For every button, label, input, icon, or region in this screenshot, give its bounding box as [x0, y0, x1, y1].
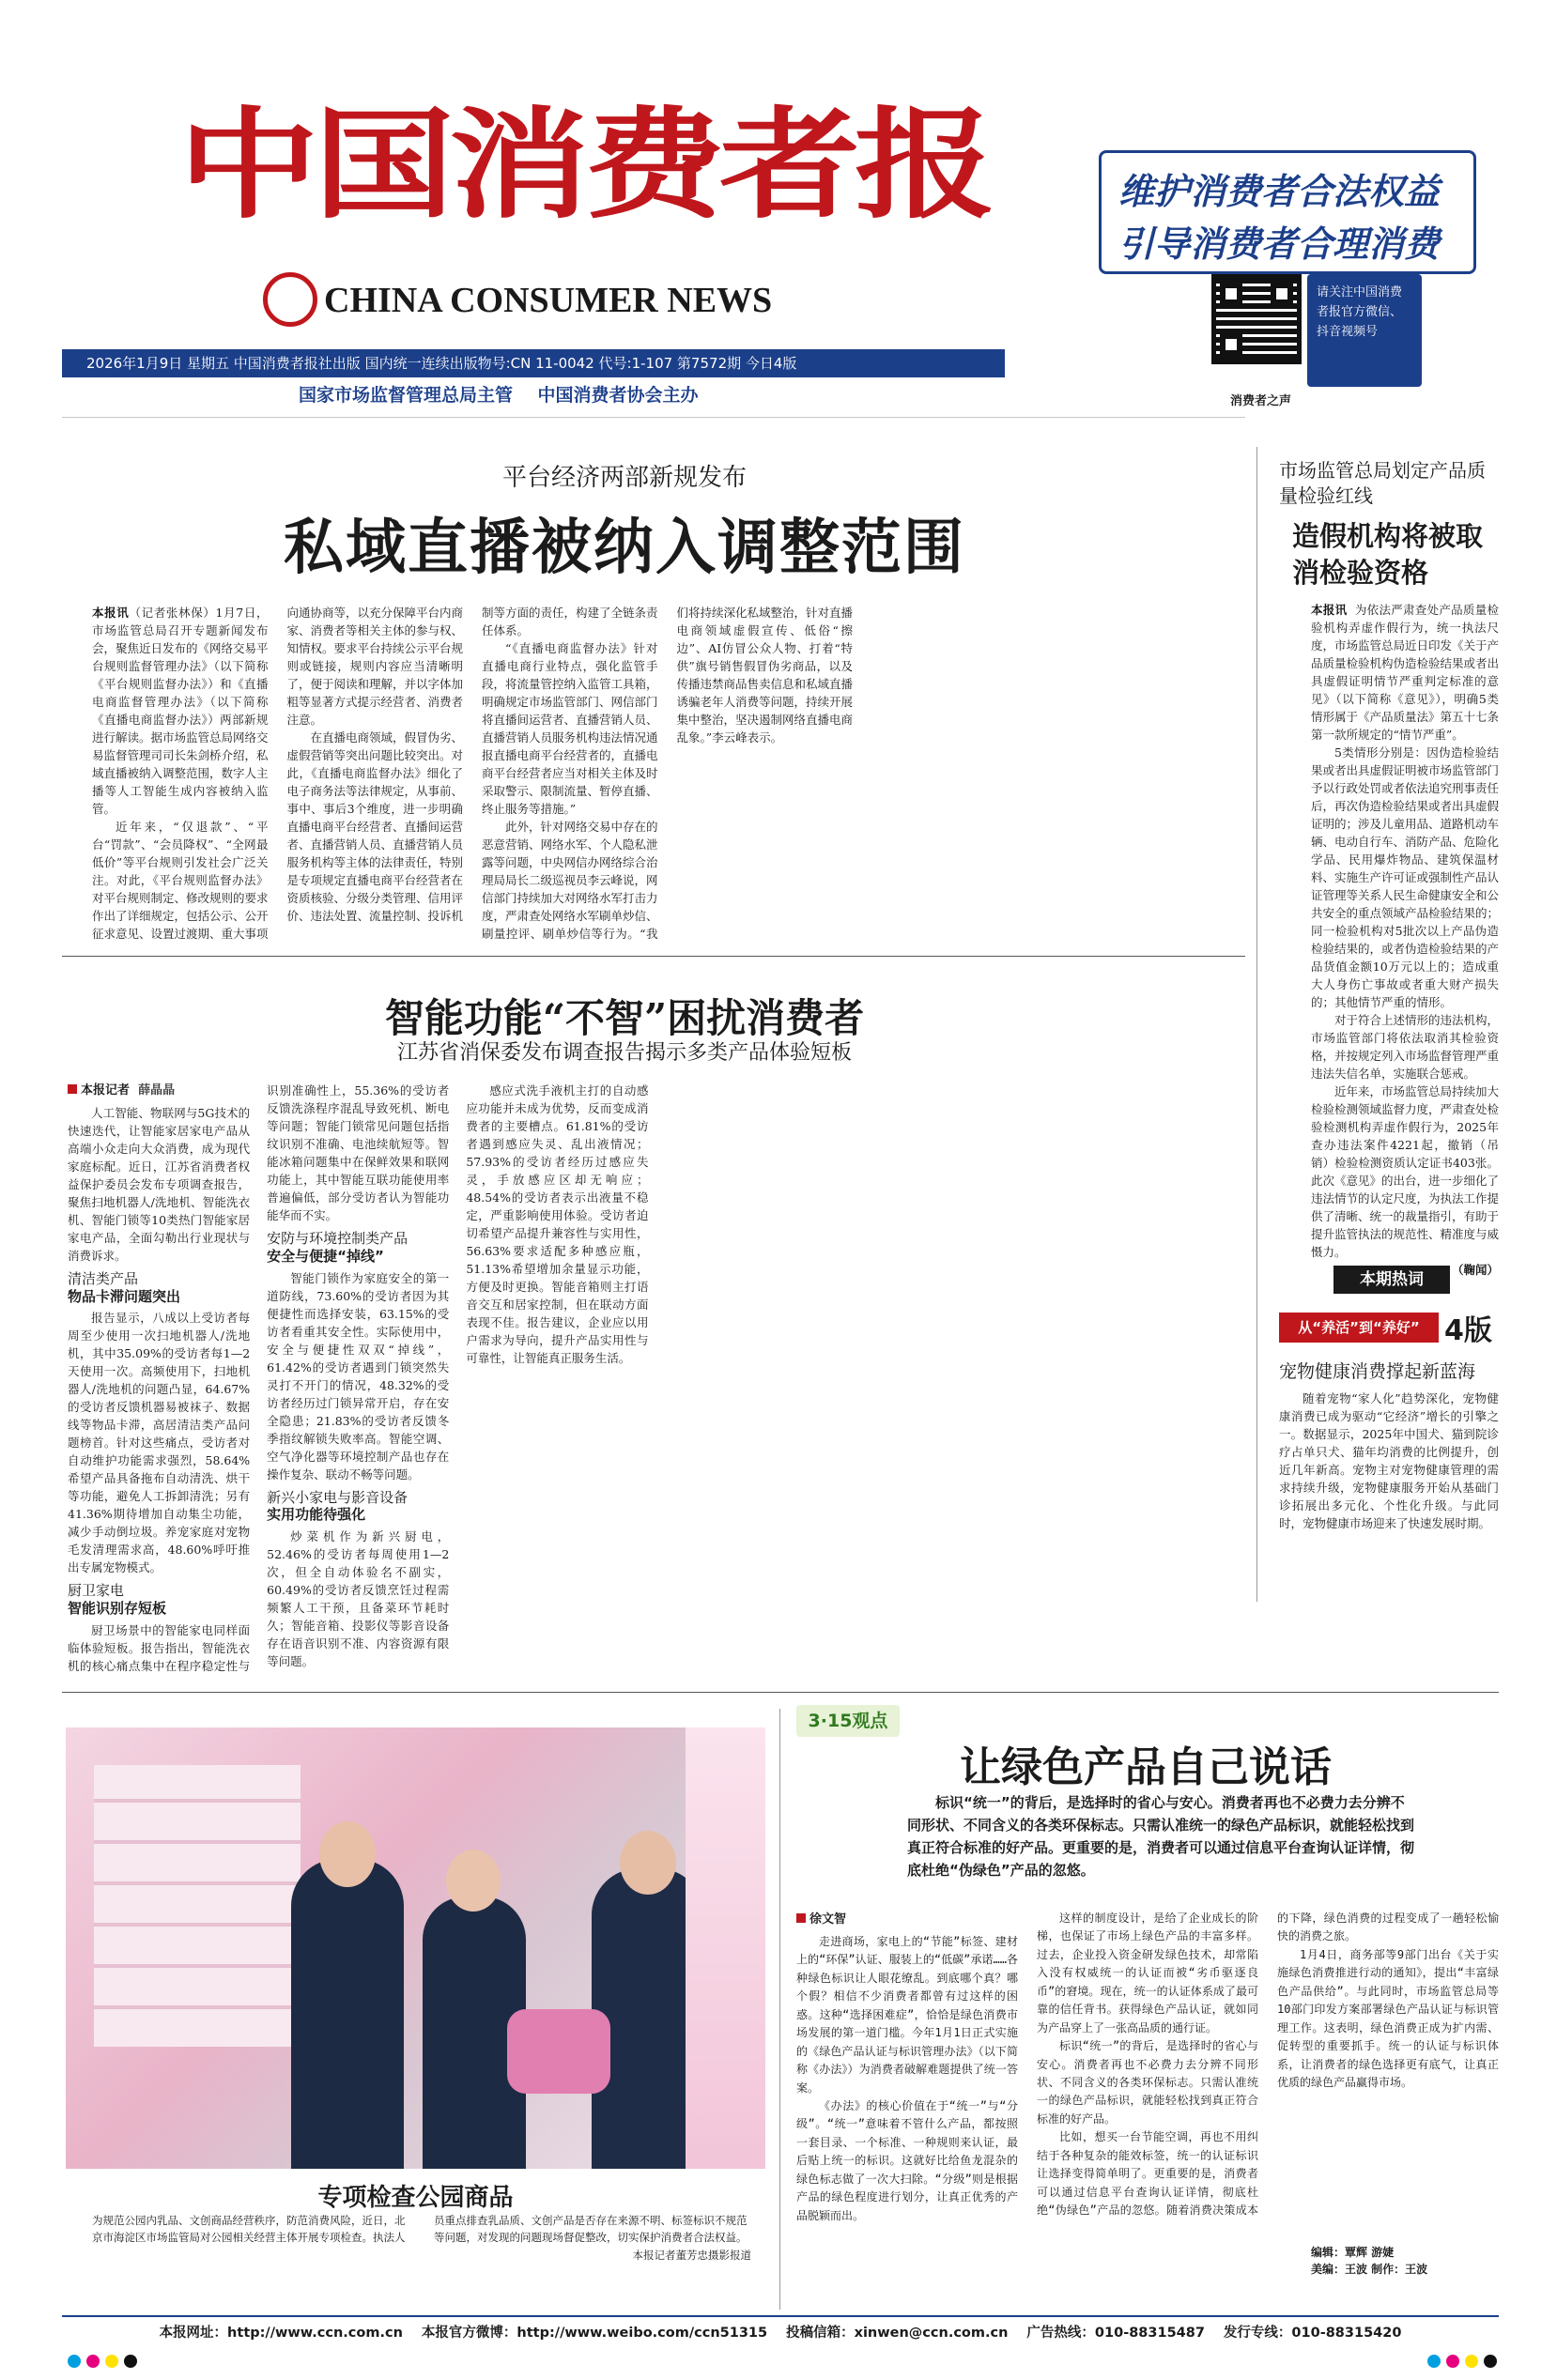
middle-rule	[62, 1692, 1499, 1693]
slogan-box	[1099, 150, 1476, 274]
footer-email[interactable]: 投稿信箱：xinwen@ccn.com.cn	[786, 2326, 1009, 2341]
news-photo	[66, 1727, 765, 2169]
hotword-body: 随着宠物“家人化”趋势深化，宠物健康消费已成为驱动“它经济”增长的引擎之一。数据显示，2025年中国犬、猫到院诊疗占单只犬、猫年均消费的比例提升，创近几年新高。宠物主对宠物健康管理的需求持续升级，宠物健康服务开始从基础门诊拓展出多元化、个性化升级。与此同时，宠物健康市场迎来了快速发展时期。	[1279, 1391, 1499, 1530]
smart-headline: 智能功能“不智”困扰消费者	[384, 995, 865, 1041]
footer-weibo[interactable]: 本报官方微博：http://www.weibo.com/ccn51315	[421, 2326, 768, 2341]
slogan-line-1: 维护消费者合法权益	[1118, 171, 1441, 212]
qr-code-icon[interactable]	[1211, 274, 1302, 364]
opinion-divider	[779, 1709, 780, 2310]
lead-paragraph: 近年来，“仅退款”、“平台“罚款”、“会员降权”、“全网最低价”等平台规则引发社会广泛关注。对此，《平台规则监督办法》对平台规则制定、修改规则的要求作出了详细规定，包括公示、公开征求意见、设置过渡期、重大事项向通协商等，以充分保障平台内商家、消费者等相关主体的参与权、知情权。要求平台持续公示平台规则或链接，规则内容应当清晰明了，便于阅读和理解，并以字体加粗等显著方式提示经营者、消费者注意。	[92, 606, 464, 941]
footer-bar	[62, 2319, 1499, 2347]
lead-dateline: 本报讯	[92, 606, 130, 620]
masthead-title: 中国消费者报	[178, 94, 991, 236]
opinion-paragraph: 标识“统一”的背后，是选择时的省心与安心。消费者再也不必费力去分辨不同形状、不同含义的各类环保标志。只需认准统一的绿色产品标识，就能轻松找到真正符合标准的好产品。	[1037, 2039, 1258, 2126]
opinion-paragraph: 走进商场，家电上的“节能”标签、建材上的“环保”认证、服装上的“低碳”承诺……各种绿色标识让人眼花缭乱。到底哪个真？哪个假？相信不少消费者都曾有过这样的困惑。这种“选择困难症”，恰恰是绿色消费市场发展的第一道门槛。今年1月1日正式实施的《绿色产品认证与标识管理办法》（以下简称《办法》）为消费者破解难题提供了统一答案。	[796, 1935, 1018, 2095]
opinion-badge-text: 3·15观点	[808, 1711, 888, 1731]
footer-ad-phone: 广告热线：010-88315487	[1026, 2326, 1205, 2341]
byline-square-icon	[68, 1084, 77, 1094]
footer-website[interactable]: 本报网址：http://www.ccn.com.cn	[159, 2326, 403, 2341]
sidebar-paragraph: 本报讯 为依法严肃查处产品质量检验机构弄虚作假行为，统一执法尺度，市场监管总局近日印发《关于产品质量检验机构伪造检验结果或者出具虚假证明情节严重判定标准的意见》（以下简称《意见》），明确5类情形属于《产品质量法》第五十七条第一款所规定的“情节严重”。	[1311, 603, 1500, 742]
byline-square-icon	[796, 1913, 806, 1923]
masthead	[0, 0, 1557, 413]
smart-closing: 感应式洗手液机主打的自动感应功能并未成为优势，反而变成消费者的主要槽点。61.81%的受访者遇到感应失灵、乱出液情况；57.93%的受访者经历过感应失灵，手放感应区却无响应；48.54%的受访者表示出液量不稳定，严重影响使用体验。受访者迫切希望产品提升兼容性与实用性，56.63%要求适配多种感应瓶，51.13%希望增加余量显示功能，方便及时更换。智能音箱则主打语音交互和居家控制，但在联动方面表现不佳。报告建议，企业应以用户需求为导向，提升产品实用性与可靠性，让智能真正服务生活。	[466, 1083, 649, 1365]
smart-section-body: 报告显示，八成以上受访者每周至少使用一次扫地机器人/洗地机，其中35.09%的受访者每1—2天使用一次。高频使用下，扫地机器人/洗地机的问题凸显，64.67%的受访者反馈机器易被袜子、数据线等物品卡滞，高居清洁类产品问题榜首。针对这些痛点，受访者对自动维护功能需求强烈，58.64%希望产品具备拖布自动清洗、烘干等功能，避免人工拆卸清洗；另有41.36%期待增加自动集尘功能，减少手动倒垃圾。养宠家庭对宠物毛发清理需求高，48.60%呼吁推出专属宠物模式。	[68, 1311, 251, 1575]
sidebar-paragraph: 5类情形分别是：因伪造检验结果或者出具虚假证明被市场监管部门予以行政处罚或者依法追究刑事责任后，再次伪造检验结果或者出具虚假证明的；涉及儿童用品、道路机动车辆、电动自行车、消防产品、危险化学品、民用爆炸物品、建筑保温材料、实施生产许可证或强制性产品认证管理等关系人民生命健康安全和公共安全的重点领域产品检验结果的；同一检验机构对5批次以上产品伪造检验结果的，或者伪造检验结果的产品货值金额10万元以上的；造成重大人身伤亡事故或者重大财产损失的；其他情节严重的情形。	[1311, 745, 1500, 1009]
lead-headline: 私域直播被纳入调整范围	[284, 513, 965, 583]
opinion-headline: 让绿色产品自己说话	[960, 1743, 1332, 1791]
smart-section-heading: 厨卫家电 智能识别存短板	[68, 1582, 167, 1617]
color-registration-dots	[1427, 2355, 1497, 2368]
hotword-banner[interactable]	[1279, 1307, 1499, 1348]
hotword-title: 宠物健康消费撑起新蓝海	[1279, 1361, 1476, 1382]
opinion-paragraph: 这样的制度设计，是给了企业成长的阶梯，也保证了市场上绿色产品的丰富多样。过去，企业投入资金研发绿色技术，却常陷入没有权威统一的认证而被“劣币驱逐良币”的窘境。现在，统一的认证体系成了最可靠的信任背书。获得绿色产品认证，就如同为产品穿上了一张高品质的通行证。	[1037, 1912, 1258, 2035]
opinion-paragraph: 1月4日，商务部等9部门出台《关于实施绿色消费推进行动的通知》，提出“丰富绿色产品供给”。与此同时，市场监管总局等10部门印发方案部署绿色产品认证与标识管理工作。这表明，绿色消费正成为扩内需、促转型的重要抓手。统一的认证与标识体系，让消费者的绿色选择更有底气，让真正优质的绿色产品赢得市场。	[1277, 1947, 1499, 2089]
qr-note-box	[1307, 274, 1422, 387]
sidebar-paragraph: 对于符合上述情形的违法机构，市场监管部门将依法取消其检验资格，并按规定列入市场监督管理严重违法失信名单，实施联合惩戒。	[1311, 1013, 1500, 1081]
photo-caption-body: 为规范公园内乳品、文创商品经营秩序，防范消费风险，近日，北京市海淀区市场监管局对公园相关经营主体开展专项检查。执法人员重点排查乳品质、文创产品是否存在来源不明、标签标识不规范等问题，对发现的问题现场督促整改，切实保护消费者合法权益。 本报记者董芳忠摄影报道	[92, 2212, 751, 2264]
sidebar-body	[1311, 601, 1500, 1277]
date-line: 2026年1月9日 星期五 中国消费者报社出版 国内统一连续出版物号:CN 11-0042 代号:1-107 第7572期 今日4版	[86, 355, 797, 372]
smart-section-body: 厨卫场景中的智能家电同样面临体验短板。报告指出，智能洗衣机的核心痛点集中在程序稳定性与识别准确性上，55.36%的受访者反馈洗涤程序混乱导致死机、断电等问题；智能门锁常见问题包括指纹识别不准确、电池续航短等。智能冰箱问题集中在保鲜效果和联网功能上，其中智能互联功能使用率普遍偏低，部分受访者认为智能功能华而不实。	[68, 1083, 450, 1673]
masthead-logo-icon	[263, 272, 317, 327]
lead-paragraph: 此外，针对网络交易中存在的恶意营销、网络水军、个人隐私泄露等问题，中央网信办网络综合治理局局长二级巡视员李云峰说，网信部门持续加大对网络水军打击力度，严肃查处网络水军刷单炒信、刷量控评、刷单炒信等行为。“我们将持续深化私域整治，针对直播电商领域虚假宣传、低俗“擦边”、AI仿冒公众人物、打着“特供”旗号销售假冒伪劣商品，以及传播违禁商品售卖信息和私域直播诱骗老年人消费等问题，持续开展集中整治，坚决遏制网络直播电商乱象。”李云峰表示。	[482, 606, 854, 941]
sidebar-paragraph: 近年来，市场监管总局持续加大检验检测领域监督力度，严肃查处检验检测机构弄虚作假行为，2025年查办违法案件4221起，撤销（吊销）检验检测资质认定证书403张。此次《意见》的出台，进一步细化了违法情节的认定尺度，为执法工作提供了清晰、统一的裁量指引，有助于提升监管执法的规范性、精准度与威慑力。	[1311, 1084, 1500, 1259]
sponsors-line: 国家市场监督管理总局主管 中国消费者协会主办	[299, 385, 699, 406]
footer-dist-phone: 发行专线：010-88315420	[1223, 2326, 1402, 2341]
sidebar-divider	[1256, 447, 1257, 1602]
opinion-paragraph: 比如，想买一台节能空调，再也不用纠结于各种复杂的能效标签，统一的认证标识让选择变得简单明了。更重要的是，消费者可以通过信息平台查询认证详情，彻底杜绝“伪绿色”产品的忽悠。随着消费决策成本的下降，绿色消费的过程变成了一趟轻松愉快的消费之旅。	[1037, 1912, 1499, 2217]
sidebar-credit: （鞠闻）	[1451, 1263, 1499, 1277]
lead-paragraph: 本报讯（记者张林保）1月7日，市场监管总局召开专题新闻发布会，聚焦近日发布的《网络交易平台规则监督管理办法》（以下简称《平台规则监督办法》）和《直播电商监督管理办法》（以下简称《直播电商监督办法》）两部新规进行解读。据市场监管总局网络交易监督管理司司长朱剑桥介绍，私域直播被纳入调整范围，数字人主播等人工智能生成内容被纳入监管。	[92, 606, 269, 816]
opinion-byline: 徐文智	[796, 1910, 1018, 1929]
smart-section-heading: 清洁类产品 物品卡滞问题突出	[68, 1269, 181, 1305]
hotword-box	[1279, 1266, 1499, 1604]
footer-rule	[62, 2315, 1499, 2317]
smart-section-heading: 安防与环境控制类产品 安全与便捷“掉线”	[267, 1230, 409, 1265]
smart-intro: 人工智能、物联网与5G技术的快速迭代，让智能家居家电产品从高端小众走向大众消费，成为现代家庭标配。近日，江苏省消费者权益保护委员会发布专项调查报告，聚焦扫地机器人/洗地机、智能洗衣机、智能门锁等10类热门智能家居家电产品，全面勾勒出行业现状与消费诉求。	[68, 1105, 251, 1263]
color-registration-dots	[68, 2355, 137, 2368]
lead-kicker: 平台经济两部新规发布	[501, 464, 747, 492]
lead-body	[92, 604, 1242, 953]
lead-paragraph: 在直播电商领域，假冒伪劣、虚假营销等突出问题比较突出。对此，《直播电商监督办法》细化了电子商务法等法律规定，从事前、事中、事后3个维度，进一步明确直播电商平台经营者、直播间运营者、直播营销人员、直播营销人员服务机构等主体的法律责任，特别是专项规定直播电商平台经营者在资质核验、分级分类管理、信用评价、违法处置、流量控制、投诉机制等方面的责任，构建了全链条责任体系。	[286, 606, 658, 923]
opinion-lede: 标识“统一”的背后，是选择时的省心与安心。消费者再也不必费力去分辨不同形状、不同含义的各类环保标志。只需认准统一的绿色产品标识，就能轻松找到真正符合标准的好产品。更重要的是，消费者可以通过信息平台查询认证详情，彻底杜绝“伪绿色”产品的忽悠。	[907, 1794, 1415, 1879]
sidebar-kicker: 市场监管总局划定产品质量检验红线	[1279, 459, 1486, 507]
smart-section-body: 炒菜机作为新兴厨电，52.46%的受访者每周使用1—2次，但全自动体验名不副实，60.49%的受访者反馈烹饪过程需频繁人工干预，且备菜环节耗时久；智能音箱、投影仪等影音设备存在语音识别不准、内容资源有限等问题。	[267, 1529, 450, 1668]
smart-section-heading: 新兴小家电与影音设备 实用功能待强化	[267, 1488, 409, 1524]
date-band	[62, 349, 1005, 377]
slogan-line-2: 引导消费者合理消费	[1118, 223, 1441, 265]
hotword-label: 本期热词	[1333, 1266, 1450, 1294]
hotword-banner-text: 从“养活”到“养好”	[1279, 1313, 1439, 1343]
editors-line: 编辑：覃辉 游婕	[1311, 2246, 1395, 2259]
opinion-badge	[796, 1705, 900, 1737]
qr-note: 请关注中国消费者报官方微信、抖音视频号	[1317, 285, 1403, 339]
qr-caption: 消费者之声	[1230, 394, 1292, 408]
smart-body	[68, 1082, 1246, 1687]
smart-subhead: 江苏省消保委发布调查报告揭示多类产品体验短板	[396, 1041, 852, 1065]
masthead-english: CHINA CONSUMER NEWS	[324, 281, 773, 320]
lead-bottom-rule	[62, 956, 1245, 957]
opinion-paragraph: 《办法》的核心价值在于“统一”与“分级”。“统一”意味着不管什么产品，都按照一套目录、一个标准、一种规则来认证，最后贴上统一的标识。这就好比给鱼龙混杂的绿色标志做了一次大扫除。“分级”则是根据产品的绿色程度进行划分，让真正优秀的产品脱颖而出。	[796, 2098, 1018, 2222]
hotword-page-ref: 4版	[1444, 1314, 1492, 1347]
smart-section-body: 智能门锁作为家庭安全的第一道防线，73.60%的受访者因为其便捷性而选择安装，63.15%的受访者看重其安全性。实际使用中，安全与便捷性双双“掉线”，61.42%的受访者遇到门锁突然失灵打不开门的情况，48.32%的受访者经历过门锁异常开启，存在安全隐患；21.83%的受访者反馈冬季指纹解锁失败率高。智能空调、空气净化器等环境控制产品也存在操作复杂、联动不畅等问题。	[267, 1270, 450, 1482]
photo-caption-title: 专项检查公园商品	[317, 2184, 514, 2212]
top-rule	[62, 417, 1245, 418]
opinion-body	[796, 1910, 1499, 2240]
photo-credit: 本报记者董芳忠摄影报道	[632, 2248, 751, 2262]
smart-byline: 本报记者 薛晶晶	[68, 1082, 250, 1100]
lead-paragraph: “《直播电商监督办法》针对直播电商行业特点，强化监管手段，将流量管控纳入监管工具箱，明确规定市场监管部门、网信部门将直播间运营者、直播营销人员、直播营销人员服务机构违法情况通报直播电商平台经营者的，直播电商平台经营者应当对相关主体及时采取警示、限制流量、暂停直播、终止服务等措施。”	[482, 641, 658, 816]
sidebar-headline: 造假机构将被取消检验资格	[1292, 520, 1484, 589]
designers-line: 美编：王波 制作：王波	[1311, 2263, 1428, 2276]
opinion-editors	[1311, 2244, 1499, 2278]
